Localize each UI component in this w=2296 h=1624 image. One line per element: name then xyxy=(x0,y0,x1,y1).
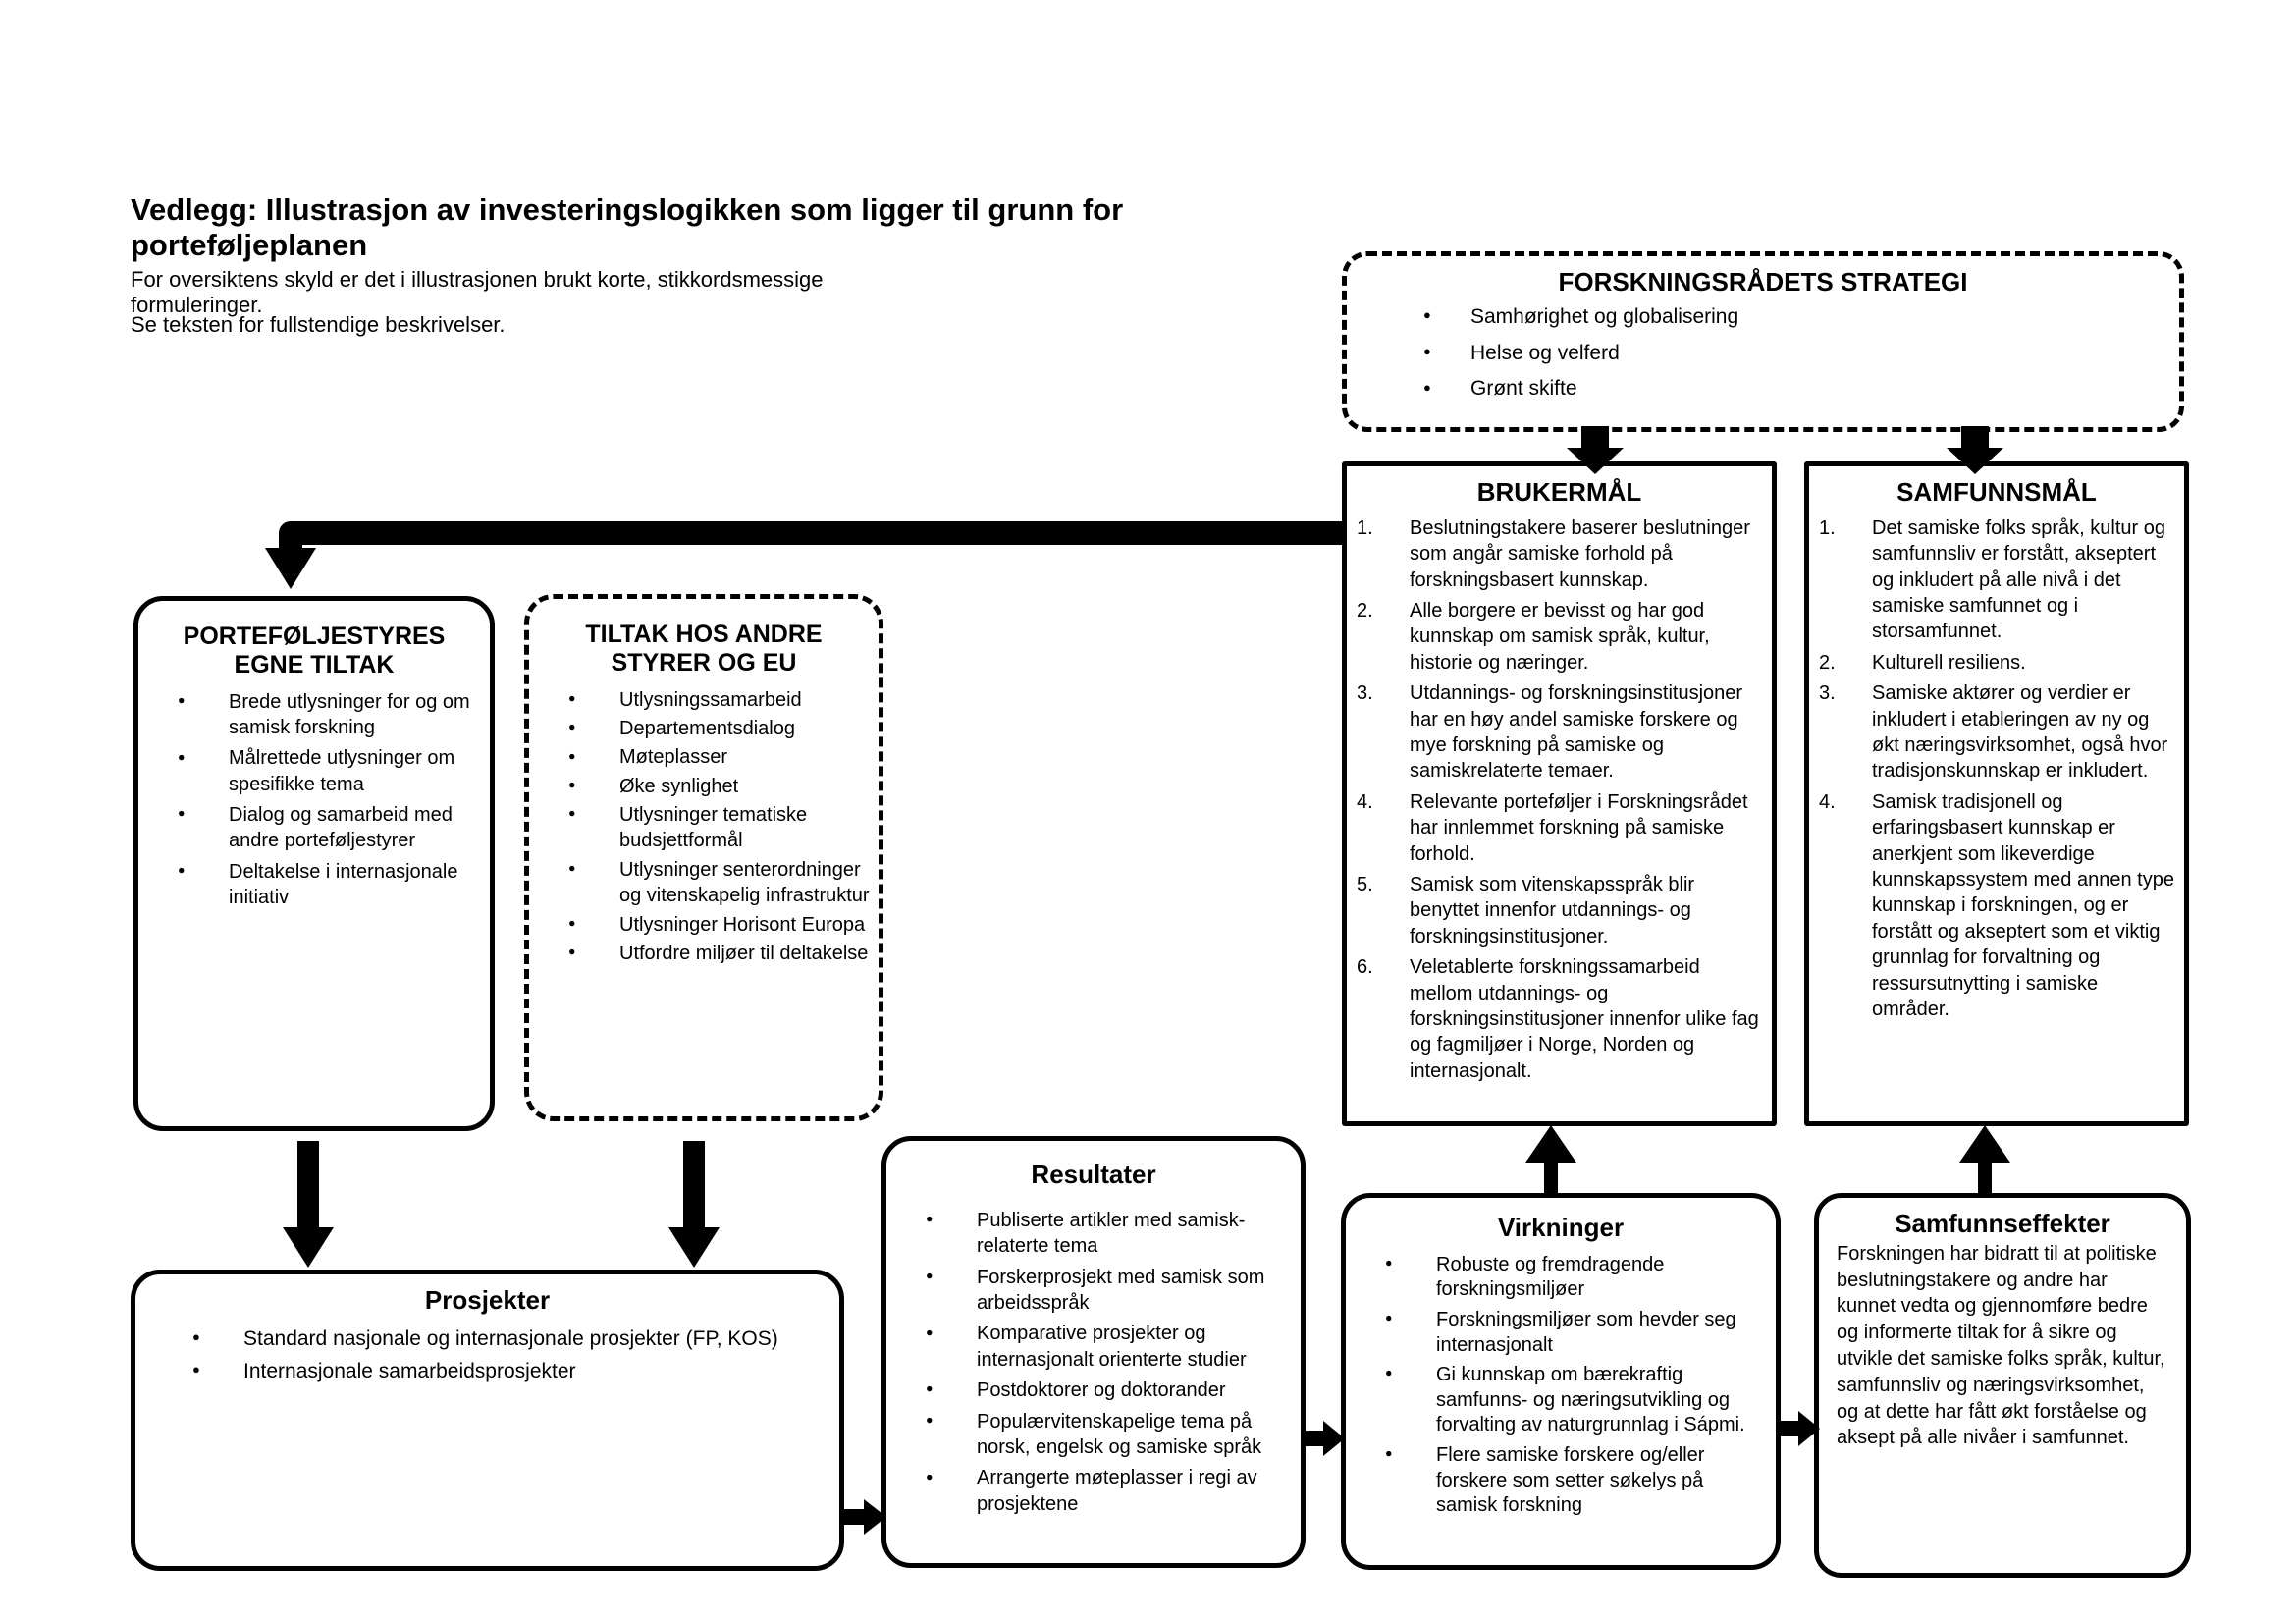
samfunnsmal-title: SAMFUNNSMÅL xyxy=(1896,477,2097,507)
tiltak-andre-list xyxy=(555,687,873,967)
prosjekter-title: Prosjekter xyxy=(424,1285,551,1315)
portefoljestyres-to-prosjekter-arrow xyxy=(283,1141,334,1268)
resultater-to-virkninger-arrow xyxy=(1306,1421,1345,1456)
samfunnseffekter-box xyxy=(1814,1193,2191,1578)
list-item: ● Øke synlighet xyxy=(555,774,873,799)
strategi-box xyxy=(1342,251,2184,432)
list-item: ● Postdoktorer og doktorander xyxy=(912,1378,1295,1403)
list-item: ● Robuste og fremdragende forskningsmiljøer xyxy=(1371,1253,1770,1303)
resultater-box xyxy=(881,1136,1306,1568)
brukermal-box xyxy=(1342,461,1777,1126)
list-item: ● Forskningsmiljøer som hevder seg internasjonalt xyxy=(1371,1308,1770,1358)
virkninger-box xyxy=(1341,1193,1781,1570)
list-item: ● Gi kunnskap om bærekraftig samfunns- og næringsutvikling og forvalting av naturgrunnlag i Sápmi. xyxy=(1371,1363,1770,1438)
list-item: ● Målrettede utlysninger om spesifikke tema xyxy=(164,745,484,797)
list-item: Beslutningstakere baserer beslutninger som angår samiske forhold på forskningsbasert kunnskap. xyxy=(1410,516,1750,591)
list-item: Det samiske folks språk, kultur og samfunnsliv er forstått, akseptert og inkludert på alle nivå i det samiske samfunnet og i storsamfunnet. xyxy=(1872,516,2165,643)
list-item: ● Brede utlysninger for og om samisk forskning xyxy=(164,689,484,741)
resultater-list xyxy=(912,1208,1295,1517)
portefoljestyres-list xyxy=(164,689,484,911)
list-item: ● Arrangerte møteplasser i regi av prosjektene xyxy=(912,1465,1295,1517)
list-item: ● Flere samiske forskere og/eller forskere som setter søkelys på samisk forskning xyxy=(1371,1443,1770,1519)
list-item: ● Standard nasjonale og internasjonale prosjekter (FP, KOS) xyxy=(179,1326,833,1353)
list-item: ● Deltakelse i internasjonale initiativ xyxy=(164,859,484,911)
samfunnseffekter-title: Samfunnseffekter xyxy=(1895,1209,2110,1238)
list-item: ● Internasjonale samarbeidsprosjekter xyxy=(179,1358,833,1385)
list-item: Utdannings- og forskningsinstitusjoner har en høy andel samiske forskere og mye forskning på samiske og samiskrelaterte temaer. xyxy=(1410,682,1743,783)
list-item: ● Grønt skifte xyxy=(1423,375,2173,403)
list-item: ● Utlysningssamarbeid xyxy=(555,687,873,713)
list-item: Samisk som vitenskapsspråk blir benyttet innenfor utdannings- og forskningsinstitusjoner. xyxy=(1410,873,1695,947)
list-item: ● Møteplasser xyxy=(555,744,873,770)
list-item: ● Helse og velferd xyxy=(1423,340,2173,367)
page-subtitle-line1: For oversiktens skyld er det i illustrasjonen brukt korte, stikkordsmessige formuleringer. xyxy=(131,267,824,317)
samfunnsmal-box xyxy=(1804,461,2189,1126)
list-item: ● Komparative prosjekter og internasjonalt orienterte studier xyxy=(912,1321,1295,1373)
list-item: ● Utlysninger Horisont Europa xyxy=(555,912,873,938)
samfunnsmal-list xyxy=(1815,515,2180,1022)
list-item: Relevante porteføljer i Forskningsrådet har innlemmet forskning på samiske forhold. xyxy=(1410,790,1748,865)
list-item: Kulturell resiliens. xyxy=(1872,651,2026,674)
list-item: Samiske aktører og verdier er inkludert i etableringen av ny og økt næringsvirksomhet, også hvor tradisjonskunnskap er inkludert. xyxy=(1872,682,2168,783)
brukermal-list xyxy=(1353,515,1768,1084)
list-item: ● Publiserte artikler med samisk-relaterte tema xyxy=(912,1208,1295,1260)
samfunnseffekter-body: Forskningen har bidratt til at politiske beslutningstakere og andre har kunnet vedta og gjennomføre bedre og informerte tiltak for å sikre og utvikle det samiske folks språk, kultur, samfunnsliv og næringsvirksomhet, og at dette har fått økt forståelse og aksept på alle nivåer i samfunnet. xyxy=(1837,1242,2165,1449)
tiltak-andre-title: TILTAK HOS ANDRE STYRER OG EU xyxy=(585,621,823,677)
portefoljestyres-box xyxy=(133,596,495,1131)
list-item: ● Forskerprosjekt med samisk som arbeidsspråk xyxy=(912,1265,1295,1317)
resultater-title: Resultater xyxy=(1031,1160,1156,1189)
portefoljestyres-title: PORTEFØLJESTYRES EGNE TILTAK xyxy=(183,623,446,678)
prosjekter-box xyxy=(131,1270,844,1571)
strategi-list xyxy=(1423,303,2173,403)
list-item: Samisk tradisjonell og erfaringsbasert kunnskap er anerkjent som likeverdige kunnskapssystem med annen type kunnskap i forskningen, og er forstått og akseptert som et viktig grunnlag for forvaltning og ressursutnytting i samiske områder. xyxy=(1872,790,2174,1020)
strategi-title: FORSKNINGSRÅDETS STRATEGI xyxy=(1558,267,1968,297)
list-item: ● Samhørighet og globalisering xyxy=(1423,303,2173,331)
virkninger-to-brukermal-arrow xyxy=(1525,1125,1576,1194)
samfunnseffekter-to-samfunnsmal-arrow xyxy=(1959,1125,2010,1194)
page-title: Vedlegg: Illustrasjon av investeringslogikken som ligger til grunn for porteføljeplanen xyxy=(131,192,1124,262)
list-item: ● Dialog og samarbeid med andre porteføljestyrer xyxy=(164,802,484,854)
virkninger-list xyxy=(1371,1253,1770,1519)
list-item: ● Utlysninger tematiske budsjettformål xyxy=(555,802,873,854)
brukermal-to-portefoljestyres-feedback-arrow xyxy=(265,533,1343,589)
tiltak-andre-box xyxy=(524,594,883,1121)
virkninger-title: Virkninger xyxy=(1497,1213,1625,1242)
list-item: ● Utfordre miljøer til deltakelse xyxy=(555,941,873,966)
brukermal-title: BRUKERMÅL xyxy=(1476,477,1642,507)
tiltak-andre-to-prosjekter-arrow xyxy=(668,1141,720,1268)
prosjekter-list xyxy=(179,1326,833,1384)
list-item: Alle borgere er bevisst og har god kunnskap om samisk språk, kultur, historie og næringer. xyxy=(1410,600,1710,674)
list-item: ● Populærvitenskapelige tema på norsk, engelsk og samiske språk xyxy=(912,1409,1295,1461)
page-subtitle-line2: Se teksten for fullstendige beskrivelser. xyxy=(131,312,506,337)
list-item: ● Departementsdialog xyxy=(555,716,873,741)
list-item: ● Utlysninger senterordninger og vitenskapelig infrastruktur xyxy=(555,857,873,909)
list-item: Veletablerte forskningssamarbeid mellom utdannings- og forskningsinstitusjoner innenfor ulike fag og fagmiljøer i Norge, Norden og internasjonalt. xyxy=(1410,956,1759,1082)
prosjekter-to-resultater-arrow xyxy=(842,1499,886,1535)
